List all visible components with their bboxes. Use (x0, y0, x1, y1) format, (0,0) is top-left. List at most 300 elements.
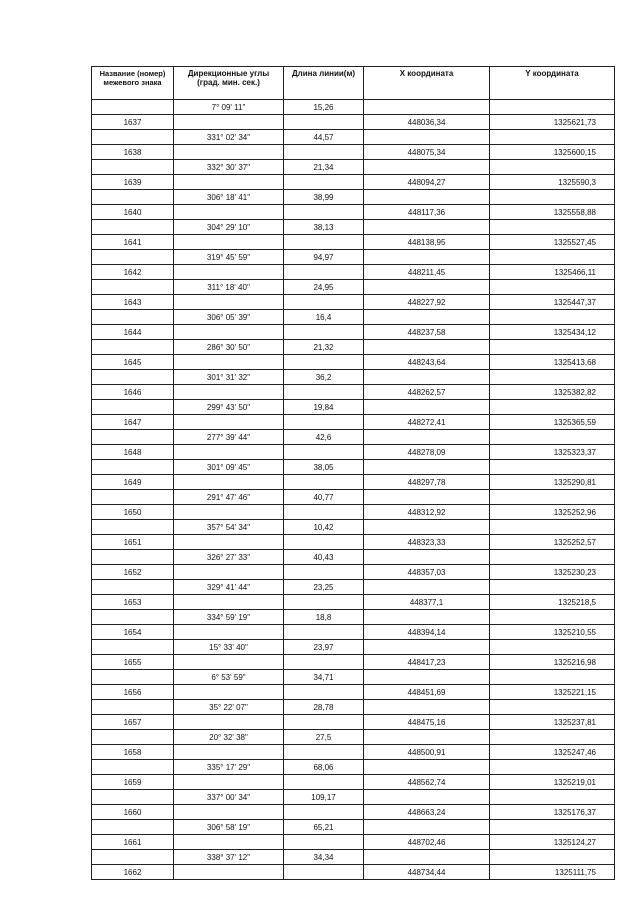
angle-cell (174, 115, 284, 130)
angle-cell (174, 535, 284, 550)
table-header-row (92, 67, 615, 100)
name-cell (92, 820, 174, 835)
x-cell (364, 400, 490, 415)
y-coordinate-cell: 1325124,27 (490, 835, 615, 850)
length-cell: 40,43 (284, 550, 364, 565)
segment-row (92, 280, 615, 295)
y-coordinate-cell: 1325527,45 (490, 235, 615, 250)
length-cell (284, 655, 364, 670)
point-row (92, 565, 615, 580)
coordinates-table (91, 66, 615, 880)
x-cell (364, 490, 490, 505)
length-cell (284, 415, 364, 430)
segment-row (92, 820, 615, 835)
segment-row (92, 220, 615, 235)
x-cell (364, 700, 490, 715)
length-cell: 38,99 (284, 190, 364, 205)
x-cell (364, 730, 490, 745)
angle-cell (174, 475, 284, 490)
point-row (92, 355, 615, 370)
length-cell (284, 535, 364, 550)
point-name-cell: 1662 (92, 865, 174, 880)
angle-cell (174, 685, 284, 700)
name-cell (92, 160, 174, 175)
angle-cell (174, 625, 284, 640)
length-cell (284, 595, 364, 610)
name-cell (92, 430, 174, 445)
x-coordinate-cell: 448297,78 (364, 475, 490, 490)
x-coordinate-cell: 448500,91 (364, 745, 490, 760)
angle-cell: 334° 59' 19" (174, 610, 284, 625)
point-row (92, 835, 615, 850)
y-coordinate-cell: 1325447,37 (490, 295, 615, 310)
angle-cell: 291° 47' 46" (174, 490, 284, 505)
point-row (92, 625, 615, 640)
angle-cell: 338° 37' 12" (174, 850, 284, 865)
point-name-cell: 1648 (92, 445, 174, 460)
x-coordinate-cell: 448117,36 (364, 205, 490, 220)
angle-cell: 357° 54' 34" (174, 520, 284, 535)
x-coordinate-cell: 448262,57 (364, 385, 490, 400)
angle-cell: 329° 41' 44" (174, 580, 284, 595)
y-cell (490, 190, 615, 205)
x-coordinate-cell: 448734,44 (364, 865, 490, 880)
point-name-cell: 1657 (92, 715, 174, 730)
x-coordinate-cell: 448227,92 (364, 295, 490, 310)
point-row (92, 385, 615, 400)
point-name-cell: 1644 (92, 325, 174, 340)
length-cell (284, 805, 364, 820)
x-coordinate-cell: 448377,1 (364, 595, 490, 610)
x-coordinate-cell: 448312,92 (364, 505, 490, 520)
length-cell: 21,34 (284, 160, 364, 175)
angle-cell (174, 235, 284, 250)
y-coordinate-cell: 1325237,81 (490, 715, 615, 730)
document-page (91, 66, 614, 880)
x-coordinate-cell: 448211,45 (364, 265, 490, 280)
length-cell: 34,71 (284, 670, 364, 685)
angle-cell: 7° 09' 11" (174, 100, 284, 115)
angle-cell (174, 175, 284, 190)
angle-cell (174, 265, 284, 280)
header-x: X координата (364, 67, 490, 100)
y-coordinate-cell: 1325621,73 (490, 115, 615, 130)
length-cell (284, 715, 364, 730)
y-cell (490, 550, 615, 565)
angle-cell: 326° 27' 33" (174, 550, 284, 565)
y-coordinate-cell: 1325590,3 (490, 175, 615, 190)
length-cell: 21,32 (284, 340, 364, 355)
x-cell (364, 670, 490, 685)
length-cell: 10,42 (284, 520, 364, 535)
angle-cell (174, 145, 284, 160)
length-cell (284, 235, 364, 250)
length-cell: 34,34 (284, 850, 364, 865)
x-coordinate-cell: 448094,27 (364, 175, 490, 190)
y-cell (490, 490, 615, 505)
name-cell (92, 340, 174, 355)
header-angle: Дирекционные углы (град. мин. сек.) (174, 67, 284, 100)
y-coordinate-cell: 1325600,15 (490, 145, 615, 160)
y-cell (490, 100, 615, 115)
length-cell (284, 115, 364, 130)
segment-row (92, 370, 615, 385)
name-cell (92, 190, 174, 205)
y-cell (490, 460, 615, 475)
point-row (92, 715, 615, 730)
point-row (92, 505, 615, 520)
name-cell (92, 460, 174, 475)
length-cell: 94,97 (284, 250, 364, 265)
y-cell (490, 160, 615, 175)
length-cell (284, 565, 364, 580)
x-coordinate-cell: 448075,34 (364, 145, 490, 160)
length-cell (284, 775, 364, 790)
y-coordinate-cell: 1325252,57 (490, 535, 615, 550)
point-name-cell: 1649 (92, 475, 174, 490)
segment-row (92, 250, 615, 265)
point-name-cell: 1643 (92, 295, 174, 310)
length-cell (284, 205, 364, 220)
header-name: Название (номер) межевого знака (92, 67, 174, 100)
point-name-cell: 1646 (92, 385, 174, 400)
point-name-cell: 1661 (92, 835, 174, 850)
angle-cell (174, 565, 284, 580)
y-coordinate-cell: 1325230,23 (490, 565, 615, 580)
name-cell (92, 280, 174, 295)
length-cell: 65,21 (284, 820, 364, 835)
angle-cell (174, 865, 284, 880)
angle-cell: 332° 30' 37" (174, 160, 284, 175)
segment-row (92, 190, 615, 205)
segment-row (92, 700, 615, 715)
point-name-cell: 1638 (92, 145, 174, 160)
segment-row (92, 850, 615, 865)
y-coordinate-cell: 1325290,81 (490, 475, 615, 490)
length-cell (284, 385, 364, 400)
angle-cell: 20° 32' 38" (174, 730, 284, 745)
length-cell: 15,26 (284, 100, 364, 115)
x-cell (364, 790, 490, 805)
x-cell (364, 520, 490, 535)
angle-cell: 277° 39' 44" (174, 430, 284, 445)
point-row (92, 295, 615, 310)
segment-row (92, 400, 615, 415)
length-cell: 44,57 (284, 130, 364, 145)
x-coordinate-cell: 448702,46 (364, 835, 490, 850)
x-cell (364, 760, 490, 775)
y-coordinate-cell: 1325210,55 (490, 625, 615, 640)
segment-row (92, 550, 615, 565)
length-cell: 36,2 (284, 370, 364, 385)
point-row (92, 205, 615, 220)
point-name-cell: 1659 (92, 775, 174, 790)
point-name-cell: 1645 (92, 355, 174, 370)
point-row (92, 685, 615, 700)
length-cell (284, 505, 364, 520)
segment-row (92, 670, 615, 685)
x-coordinate-cell: 448357,03 (364, 565, 490, 580)
y-cell (490, 340, 615, 355)
point-name-cell: 1637 (92, 115, 174, 130)
name-cell (92, 550, 174, 565)
length-cell: 19,84 (284, 400, 364, 415)
x-cell (364, 370, 490, 385)
name-cell (92, 850, 174, 865)
angle-cell: 331° 02' 34" (174, 130, 284, 145)
x-coordinate-cell: 448036,34 (364, 115, 490, 130)
length-cell: 38,13 (284, 220, 364, 235)
name-cell (92, 130, 174, 145)
angle-cell (174, 835, 284, 850)
point-name-cell: 1642 (92, 265, 174, 280)
point-name-cell: 1647 (92, 415, 174, 430)
angle-cell (174, 445, 284, 460)
segment-row (92, 520, 615, 535)
length-cell: 24,95 (284, 280, 364, 295)
point-row (92, 145, 615, 160)
y-coordinate-cell: 1325219,01 (490, 775, 615, 790)
y-cell (490, 220, 615, 235)
angle-cell (174, 415, 284, 430)
y-cell (490, 640, 615, 655)
angle-cell: 6° 53' 59" (174, 670, 284, 685)
length-cell (284, 475, 364, 490)
point-row (92, 235, 615, 250)
segment-row (92, 610, 615, 625)
angle-cell: 306° 18' 41" (174, 190, 284, 205)
segment-row (92, 490, 615, 505)
x-cell (364, 310, 490, 325)
point-name-cell: 1641 (92, 235, 174, 250)
y-cell (490, 580, 615, 595)
angle-cell: 301° 09' 45" (174, 460, 284, 475)
x-coordinate-cell: 448278,09 (364, 445, 490, 460)
y-cell (490, 610, 615, 625)
angle-cell (174, 325, 284, 340)
angle-cell: 311° 18' 40" (174, 280, 284, 295)
angle-cell (174, 655, 284, 670)
segment-row (92, 310, 615, 325)
name-cell (92, 670, 174, 685)
angle-cell: 286° 30' 50" (174, 340, 284, 355)
y-cell (490, 310, 615, 325)
segment-row (92, 100, 615, 115)
y-coordinate-cell: 1325365,59 (490, 415, 615, 430)
y-cell (490, 400, 615, 415)
name-cell (92, 730, 174, 745)
length-cell (284, 295, 364, 310)
y-cell (490, 730, 615, 745)
x-cell (364, 130, 490, 145)
y-coordinate-cell: 1325434,12 (490, 325, 615, 340)
point-name-cell: 1650 (92, 505, 174, 520)
segment-row (92, 580, 615, 595)
x-cell (364, 610, 490, 625)
segment-row (92, 730, 615, 745)
name-cell (92, 250, 174, 265)
y-coordinate-cell: 1325413,68 (490, 355, 615, 370)
point-name-cell: 1651 (92, 535, 174, 550)
name-cell (92, 220, 174, 235)
length-cell: 40,77 (284, 490, 364, 505)
point-row (92, 535, 615, 550)
point-name-cell: 1656 (92, 685, 174, 700)
angle-cell (174, 595, 284, 610)
x-coordinate-cell: 448475,16 (364, 715, 490, 730)
length-cell: 27,5 (284, 730, 364, 745)
angle-cell: 301° 31' 32" (174, 370, 284, 385)
x-cell (364, 100, 490, 115)
x-cell (364, 160, 490, 175)
x-coordinate-cell: 448272,41 (364, 415, 490, 430)
angle-cell: 304° 29' 10" (174, 220, 284, 235)
y-cell (490, 250, 615, 265)
point-row (92, 325, 615, 340)
point-row (92, 745, 615, 760)
angle-cell: 299° 43' 50" (174, 400, 284, 415)
name-cell (92, 520, 174, 535)
segment-row (92, 760, 615, 775)
length-cell: 42,6 (284, 430, 364, 445)
x-coordinate-cell: 448451,69 (364, 685, 490, 700)
header-length: Длина линии(м) (284, 67, 364, 100)
x-cell (364, 820, 490, 835)
segment-row (92, 640, 615, 655)
table-body (92, 100, 615, 880)
length-cell (284, 745, 364, 760)
length-cell: 38,05 (284, 460, 364, 475)
length-cell (284, 175, 364, 190)
length-cell: 23,97 (284, 640, 364, 655)
segment-row (92, 130, 615, 145)
length-cell (284, 145, 364, 160)
y-coordinate-cell: 1325558,88 (490, 205, 615, 220)
length-cell (284, 625, 364, 640)
x-cell (364, 580, 490, 595)
point-row (92, 445, 615, 460)
angle-cell (174, 385, 284, 400)
y-coordinate-cell: 1325176,37 (490, 805, 615, 820)
point-name-cell: 1652 (92, 565, 174, 580)
name-cell (92, 100, 174, 115)
angle-cell (174, 775, 284, 790)
y-coordinate-cell: 1325216,98 (490, 655, 615, 670)
angle-cell: 15° 33' 40" (174, 640, 284, 655)
point-name-cell: 1660 (92, 805, 174, 820)
x-cell (364, 460, 490, 475)
header-y: Y координата (490, 67, 615, 100)
length-cell: 16,4 (284, 310, 364, 325)
angle-cell: 335° 17' 29" (174, 760, 284, 775)
point-row (92, 655, 615, 670)
x-cell (364, 850, 490, 865)
x-coordinate-cell: 448237,58 (364, 325, 490, 340)
length-cell (284, 685, 364, 700)
point-row (92, 775, 615, 790)
length-cell: 23,25 (284, 580, 364, 595)
length-cell (284, 265, 364, 280)
angle-cell (174, 295, 284, 310)
name-cell (92, 400, 174, 415)
y-cell (490, 430, 615, 445)
x-cell (364, 550, 490, 565)
name-cell (92, 370, 174, 385)
angle-cell: 337° 00' 34" (174, 790, 284, 805)
length-cell (284, 835, 364, 850)
y-cell (490, 280, 615, 295)
y-cell (490, 370, 615, 385)
point-row (92, 475, 615, 490)
x-coordinate-cell: 448417,23 (364, 655, 490, 670)
point-name-cell: 1654 (92, 625, 174, 640)
point-row (92, 175, 615, 190)
y-coordinate-cell: 1325252,96 (490, 505, 615, 520)
segment-row (92, 790, 615, 805)
name-cell (92, 310, 174, 325)
length-cell: 18,8 (284, 610, 364, 625)
point-row (92, 265, 615, 280)
length-cell (284, 325, 364, 340)
angle-cell (174, 355, 284, 370)
segment-row (92, 430, 615, 445)
point-name-cell: 1658 (92, 745, 174, 760)
y-coordinate-cell: 1325218,5 (490, 595, 615, 610)
x-coordinate-cell: 448243,64 (364, 355, 490, 370)
y-cell (490, 760, 615, 775)
length-cell: 109,17 (284, 790, 364, 805)
point-name-cell: 1639 (92, 175, 174, 190)
point-row (92, 415, 615, 430)
y-coordinate-cell: 1325111,75 (490, 865, 615, 880)
y-cell (490, 850, 615, 865)
x-coordinate-cell: 448562,74 (364, 775, 490, 790)
segment-row (92, 160, 615, 175)
point-row (92, 115, 615, 130)
length-cell: 28,78 (284, 700, 364, 715)
segment-row (92, 340, 615, 355)
name-cell (92, 760, 174, 775)
x-cell (364, 220, 490, 235)
x-coordinate-cell: 448323,33 (364, 535, 490, 550)
name-cell (92, 640, 174, 655)
y-cell (490, 670, 615, 685)
y-coordinate-cell: 1325247,46 (490, 745, 615, 760)
x-cell (364, 430, 490, 445)
y-coordinate-cell: 1325221,15 (490, 685, 615, 700)
point-name-cell: 1655 (92, 655, 174, 670)
angle-cell (174, 715, 284, 730)
angle-cell: 306° 58' 19" (174, 820, 284, 835)
x-cell (364, 280, 490, 295)
y-coordinate-cell: 1325323,37 (490, 445, 615, 460)
x-coordinate-cell: 448138,95 (364, 235, 490, 250)
y-cell (490, 700, 615, 715)
point-row (92, 865, 615, 880)
x-coordinate-cell: 448394,14 (364, 625, 490, 640)
y-cell (490, 790, 615, 805)
name-cell (92, 610, 174, 625)
x-cell (364, 250, 490, 265)
x-cell (364, 340, 490, 355)
name-cell (92, 580, 174, 595)
y-cell (490, 130, 615, 145)
x-cell (364, 190, 490, 205)
angle-cell (174, 205, 284, 220)
y-coordinate-cell: 1325382,82 (490, 385, 615, 400)
segment-row (92, 460, 615, 475)
angle-cell: 35° 22' 07" (174, 700, 284, 715)
